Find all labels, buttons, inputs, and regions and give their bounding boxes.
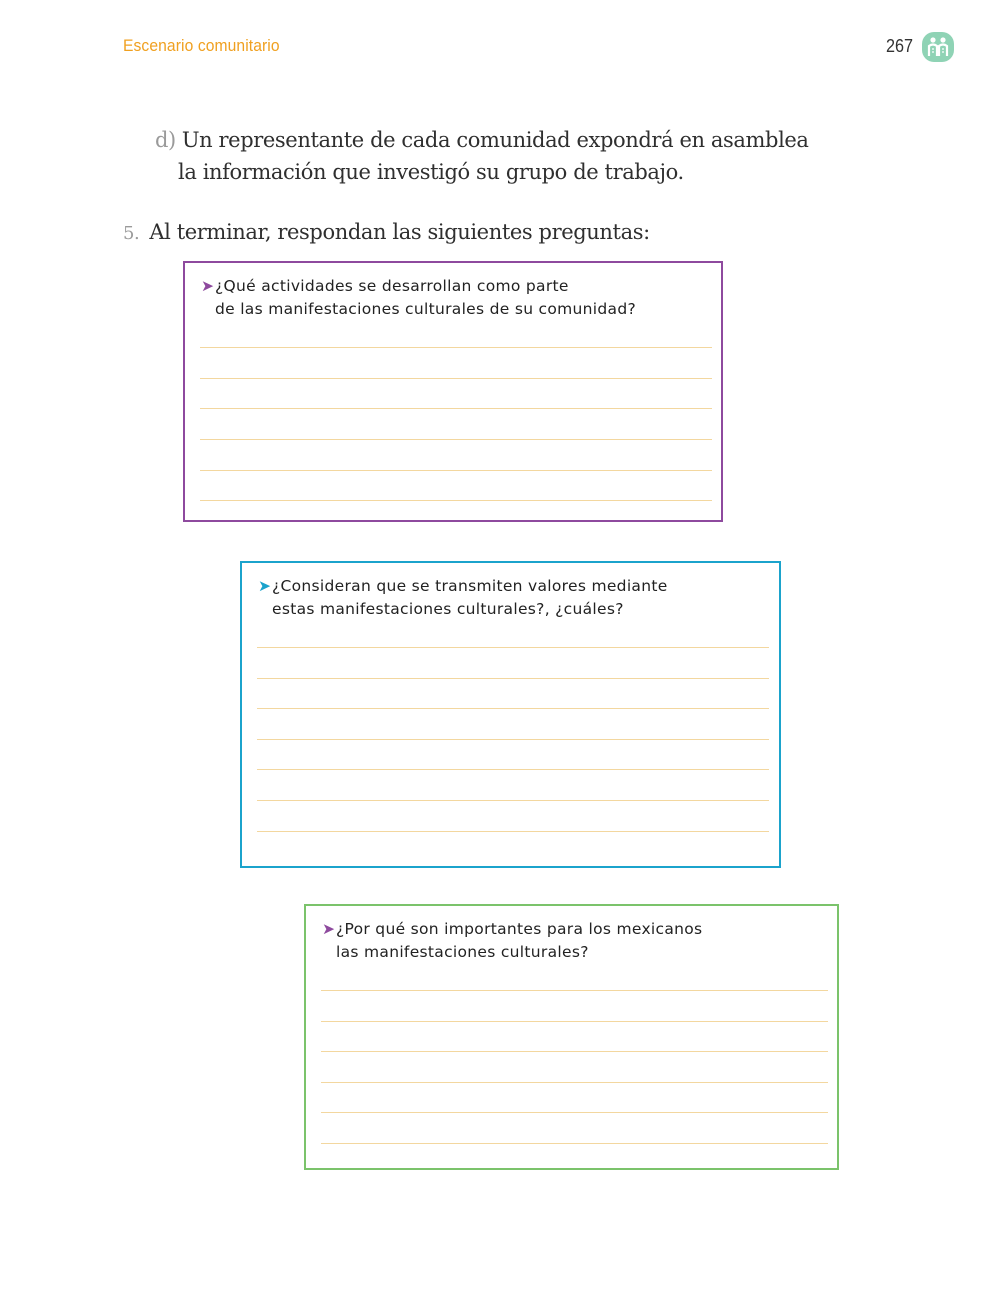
- answer-line[interactable]: [321, 1112, 828, 1113]
- question-values-line1: ¿Consideran que se transmiten valores mediante: [272, 577, 668, 595]
- answer-line[interactable]: [257, 831, 769, 832]
- question-activities-line2: de las manifestaciones culturales de su comunidad?: [215, 300, 637, 318]
- instruction-5-marker: 5.: [123, 223, 140, 244]
- arrow-icon: ➤: [258, 577, 272, 595]
- answer-line[interactable]: [321, 1143, 828, 1144]
- answer-line[interactable]: [200, 500, 712, 501]
- page-number: 267: [886, 36, 914, 56]
- instruction-5: [123, 216, 650, 250]
- answer-line[interactable]: [321, 1082, 828, 1083]
- answer-line[interactable]: [257, 800, 769, 801]
- answer-line[interactable]: [257, 769, 769, 770]
- answer-line[interactable]: [321, 1051, 828, 1052]
- question-values-line2: estas manifestaciones culturales?, ¿cuáles?: [272, 600, 624, 618]
- instruction-d-line2: la información que investigó su grupo de trabajo.: [178, 160, 684, 184]
- question-importance-line2: las manifestaciones culturales?: [336, 943, 589, 961]
- answer-line[interactable]: [200, 378, 712, 379]
- instruction-d-marker: d): [155, 128, 176, 152]
- question-activities: [201, 275, 636, 321]
- question-activities-line1: ¿Qué actividades se desarrollan como parte: [215, 277, 569, 295]
- instruction-d: [155, 124, 809, 188]
- answer-line[interactable]: [257, 708, 769, 709]
- answer-box-values[interactable]: [240, 561, 781, 868]
- question-importance-line1: ¿Por qué son importantes para los mexicanos: [336, 920, 703, 938]
- question-importance: [322, 918, 702, 964]
- answer-line[interactable]: [257, 739, 769, 740]
- community-icon: [922, 32, 954, 62]
- answer-line[interactable]: [200, 408, 712, 409]
- arrow-icon: ➤: [322, 920, 336, 938]
- answer-line[interactable]: [200, 347, 712, 348]
- arrow-icon: ➤: [201, 277, 215, 295]
- answer-line[interactable]: [321, 1021, 828, 1022]
- instruction-d-line1: Un representante de cada comunidad expondrá en asamblea: [181, 128, 809, 152]
- answer-line[interactable]: [257, 647, 769, 648]
- answer-line[interactable]: [257, 678, 769, 679]
- answer-line[interactable]: [321, 990, 828, 991]
- answer-box-importance[interactable]: [304, 904, 839, 1170]
- section-title: Escenario comunitario: [123, 36, 280, 55]
- answer-line[interactable]: [200, 470, 712, 471]
- question-values: [258, 575, 668, 621]
- answer-box-activities[interactable]: [183, 261, 723, 522]
- instruction-5-text: Al terminar, respondan las siguientes preguntas:: [149, 220, 650, 244]
- answer-line[interactable]: [200, 439, 712, 440]
